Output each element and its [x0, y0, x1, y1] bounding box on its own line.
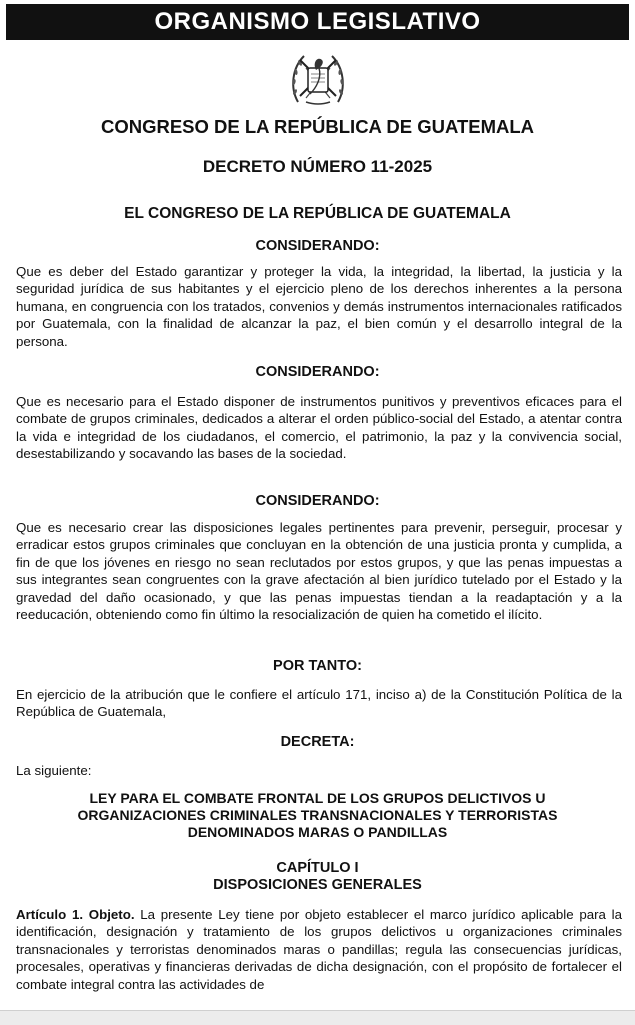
por-tanto-text: En ejercicio de la atribución que le confiere el artículo 171, inciso a) de la Constitución Política de la República de Guatemala,	[16, 687, 622, 720]
decreta-intro: La siguiente:	[16, 763, 92, 778]
coat-of-arms-icon	[286, 48, 350, 110]
chapter-number: CAPÍTULO I	[276, 860, 359, 876]
decreta-heading: DECRETA:	[280, 734, 355, 750]
por-tanto-heading: POR TANTO:	[273, 658, 362, 674]
considerando-heading-2: CONSIDERANDO:	[255, 364, 380, 380]
issuer-heading: EL CONGRESO DE LA REPÚBLICA DE GUATEMALA	[124, 205, 511, 222]
section-banner: ORGANISMO LEGISLATIVO	[6, 4, 629, 40]
chapter-title: DISPOSICIONES GENERALES	[213, 877, 422, 893]
article-1-text: La presente Ley tiene por objeto establecer el marco jurídico aplicable para la identificación, designación y tratamiento de los grupos delictivos u organizaciones criminales transnacionales y terroristas denominados maras o pandillas; regula las consecuencias jurídicas, procesales, operativas y financieras derivadas de dicha designación, con el propósito de fortalecer el combate integral contra las actividades de	[16, 907, 622, 992]
page-bottom-edge	[0, 1010, 635, 1025]
article-1-heading: Artículo 1. Objeto.	[16, 907, 135, 922]
law-title: LEY PARA EL COMBATE FRONTAL DE LOS GRUPOS DELICTIVOS U ORGANIZACIONES CRIMINALES TRANSNACIONALES Y TERRORISTAS DENOMINADOS MARAS O PANDILLAS	[77, 790, 558, 840]
considerando-heading-1: CONSIDERANDO:	[255, 238, 380, 254]
considerando-text-2: Que es necesario para el Estado disponer de instrumentos punitivos y preventivos eficaces para el combate de grupos criminales, dedicados a alterar el orden público-social del Estado, a atentar contra la vida e integridad de los ciudadanos, el comercio, el patrimonio, la paz y la convivencia social, desestabilizando y socavando las bases de la sociedad.	[16, 394, 622, 462]
article-1	[16, 906, 622, 993]
decree-number: DECRETO NÚMERO 11-2025	[202, 157, 433, 176]
considerando-text-3: Que es necesario crear las disposiciones legales pertinentes para prevenir, perseguir, procesar y erradicar estos grupos criminales que concluyan en la obtención de una justicia pronta y cumplida, a fin de que los jóvenes en riesgo no sean reclutados por estos grupos, y que las penas impuestas a sus integrantes sean congruentes con la grave afectación al bien jurídico tutelado por el Estado y la gravedad del daño ocasionado, y que las penas impuestas tiendan a la readaptación y a la reeducación, obteniendo como fin último la resocialización de quien ha cometido el ilícito.	[16, 520, 622, 623]
congress-title: CONGRESO DE LA REPÚBLICA DE GUATEMALA	[100, 116, 535, 137]
considerando-text-1: Que es deber del Estado garantizar y proteger la vida, la integridad, la libertad, la justicia y la seguridad jurídica de sus habitantes y el ejercicio pleno de los derechos inherentes a la persona humana, en congruencia con los tratados, convenios y demás instrumentos internacionales ratificados por Guatemala, con la finalidad de alcanzar la paz, el bien común y el desarrollo integral de la persona.	[16, 264, 622, 349]
considerando-heading-3: CONSIDERANDO:	[255, 493, 380, 509]
